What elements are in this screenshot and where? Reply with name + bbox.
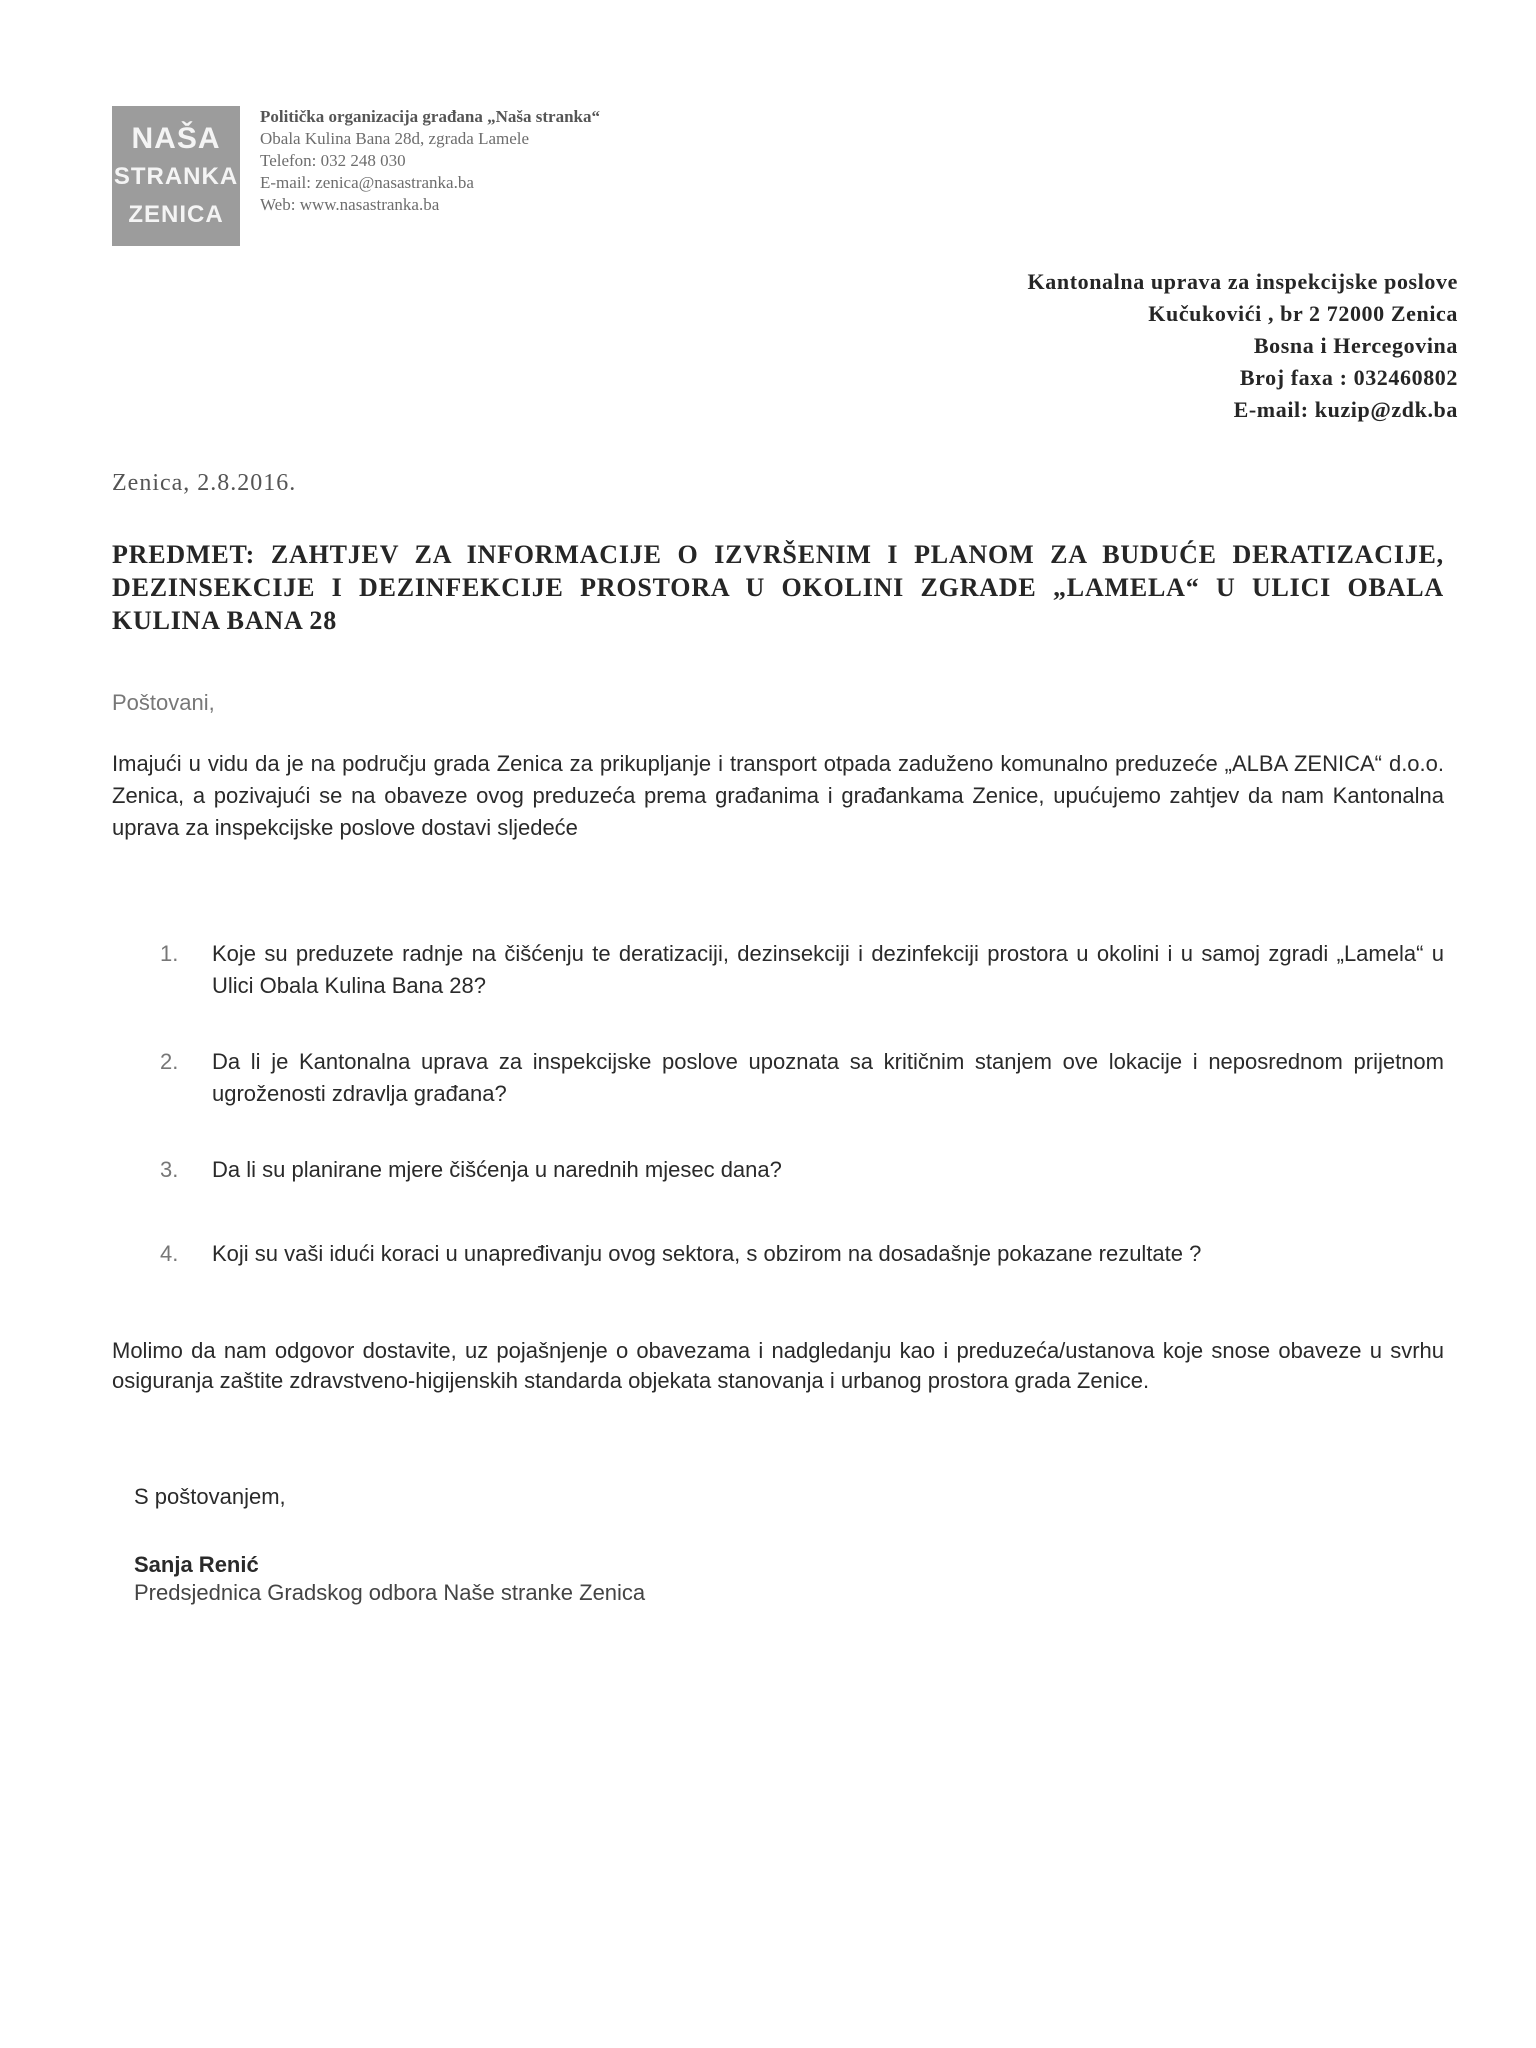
party-logo [112, 106, 240, 246]
recipient-block [1028, 266, 1458, 426]
sender-header [260, 106, 600, 216]
sender-email: E-mail: zenica@nasastranka.ba [260, 173, 474, 192]
question-text: Koji su vaši idući koraci u unapređivanju ovog sektora, s obzirom na dosadašnje pokazane rezultate ? [212, 1241, 1202, 1266]
recipient-line-4: Broj faxa : 032460802 [1239, 365, 1458, 390]
question-number: 2. [160, 1049, 179, 1074]
list-item [160, 938, 1444, 1002]
question-number: 1. [160, 941, 179, 966]
sender-phone: Telefon: 032 248 030 [260, 151, 406, 170]
sender-address: Obala Kulina Bana 28d, zgrada Lamele [260, 129, 530, 148]
signer-title: Predsjednica Gradskog odbora Naše stranke Zenica [134, 1580, 646, 1605]
recipient-line-5: E-mail: kuzip@zdk.ba [1233, 397, 1458, 422]
question-text: Da li su planirane mjere čišćenja u narednih mjesec dana? [212, 1157, 782, 1182]
recipient-line-1: Kantonalna uprava za inspekcijske poslove [1027, 269, 1458, 294]
list-item [160, 1046, 1444, 1110]
letter-date: Zenica, 2.8.2016. [112, 470, 297, 496]
recipient-line-3: Bosna i Hercegovina [1253, 333, 1458, 358]
list-item [160, 1154, 1444, 1186]
recipient-line-2: Kučukovići , br 2 72000 Zenica [1148, 301, 1458, 326]
question-text: Koje su preduzete radnje na čišćenju te deratizaciji, dezinsekciji i dezinfekciji prostora u okolini i u samoj zgradi „Lamela“ u Ulici Obala Kulina Bana 28? [212, 941, 1444, 998]
question-number: 3. [160, 1157, 179, 1182]
question-list [160, 938, 1444, 1270]
closing-paragraph: Molimo da nam odgovor dostavite, uz pojašnjenje o obavezama i nadgledanju kao i preduzeća/ustanova koje snose obaveze u svrhu osiguranja zaštite zdravstveno-higijenskih standarda objekata stanovanja i urbanog prostora grada Zenice. [112, 1338, 1444, 1393]
letter-subject: PREDMET: ZAHTJEV ZA INFORMACIJE O IZVRŠENIM I PLANOM ZA BUDUĆE DERATIZACIJE, DEZINSEKCIJE I DEZINFEKCIJE PROSTORA U OKOLINI ZGRADE „LAMELA“ U ULICI OBALA KULINA BANA 28 [112, 540, 1444, 635]
sender-org-name: Politička organizacija građana „Naša stranka“ [260, 107, 600, 126]
logo-line-2: STRANKA [113, 163, 239, 190]
list-item [160, 1238, 1444, 1270]
signer-name: Sanja Renić [134, 1552, 259, 1577]
logo-line-3: ZENICA [128, 201, 224, 228]
closing-greeting: S poštovanjem, [134, 1484, 286, 1509]
question-number: 4. [160, 1241, 179, 1266]
question-text: Da li je Kantonalna uprava za inspekcijske poslove upoznata sa kritičnim stanjem ove lokacije i neposrednom prijetnom ugroženosti zdravlja građana? [212, 1049, 1444, 1106]
intro-paragraph: Imajući u vidu da je na području grada Zenica za prikupljanje i transport otpada zaduženo komunalno preduzeće „ALBA ZENICA“ d.o.o. Zenica, a pozivajući se na obaveze ovog preduzeća prema građanima i građankama Zenice, upućujemo zahtjev da nam Kantonalna uprava za inspekcijske poslove dostavi sljedeće [112, 751, 1444, 840]
logo-line-1: NAŠA [131, 122, 221, 155]
salutation: Poštovani, [112, 690, 215, 715]
sender-web: Web: www.nasastranka.ba [260, 195, 440, 214]
